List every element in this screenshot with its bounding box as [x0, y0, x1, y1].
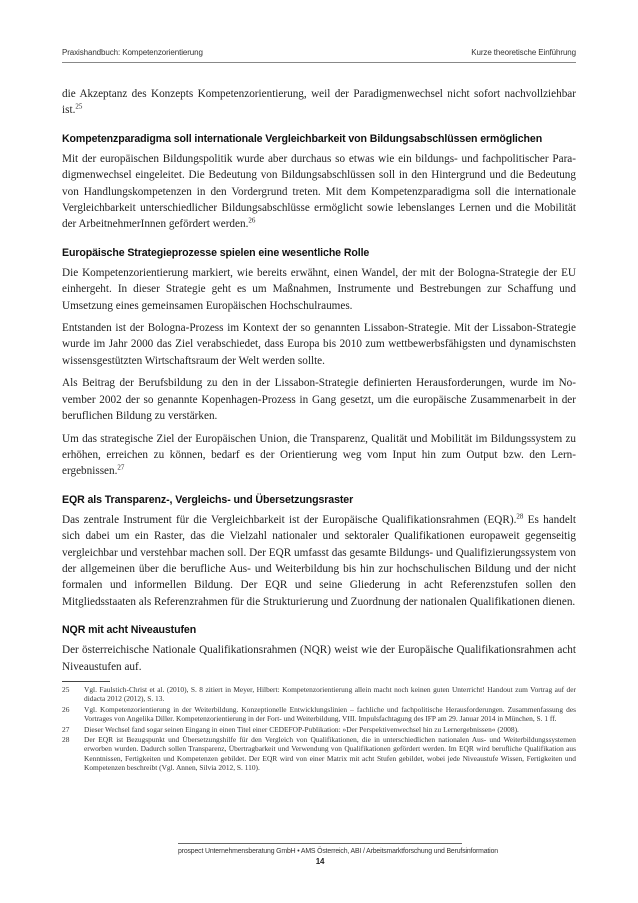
footnote	[62, 705, 576, 724]
main-text	[62, 86, 576, 774]
footnote-number: 25	[62, 684, 70, 694]
footnote-divider	[62, 681, 110, 682]
footnote-ref[interactable]: 27	[117, 463, 125, 472]
header-left-title: Praxishandbuch: Kompetenzorientierung	[62, 48, 203, 57]
footnote-ref[interactable]: 25	[75, 102, 83, 111]
paragraph: Um das strategische Ziel der Europäischen Union, die Transparenz, Qualität und Mobilität im Bildungssystem zu erhöhen, erreichen zu können, bedarf es der Orientierung weg vom Input hin zum Output bzw. den Lernergebnissen.$^{27}$	[62, 432, 576, 478]
footnote-text: Vgl. Kompetenzorientierung in der Weiterbildung. Konzeptionelle Entwicklungslinien – fachliche und fachpolitische Herausforderungen. Zusammenfassung des Vortrages von Angelika Diller. Kompetenzorientierung in der Fort- und Weiterbildung, VIII. Impulsfachtagung des IFP am 29. Januar 2014 in München, S. 1 ff.	[84, 704, 576, 724]
footnote	[62, 725, 576, 734]
footnote-ref[interactable]: 26	[248, 216, 256, 225]
section-heading: NQR mit acht Niveaustufen	[62, 624, 197, 637]
paragraph: Die Kompetenzorientierung markiert, wie bereits erwähnt, einen Wandel, der mit der Bologna-Strategie der EU einhergeht. In dieser Strategie geht es um Maßnahmen, Instrumente und Bestrebungen zur Schaffung und Umsetzung eines gemeinsamen Europäischen Hochschulraumes.	[62, 266, 576, 312]
footnote-number: 26	[62, 704, 70, 714]
header-right-title: Kurze theoretische Einführung	[471, 48, 576, 57]
footnote	[62, 685, 576, 704]
footnote-ref[interactable]: 28	[516, 511, 524, 520]
footnote-number: 27	[62, 724, 70, 734]
footnote-text: Vgl. Faulstich-Christ et al. (2010), S. 8 zitiert in Meyer, Hilbert: Kompetenzorientierung allein macht noch keinen guten Unterricht! Handout zum Vortrag auf der didacta 2012 (2012), S. 13.	[84, 684, 576, 704]
footnote-text: Der EQR ist Bezugspunkt und Übersetzungshilfe für den Vergleich von Qualifikationen, die in unterschiedlichen nationalen Aus- und Weiterbildungssystemen erworben wurden. Dadurch sollen Transparenz, Übertragbarkeit und Verwendung von Qualifikationen gefördert werden. Im EQR wird berufliche Qualifikation aus Kenntnissen, Fertigkeiten und Kompetenzen gebildet. Der EQR wird von einer Matrix mit acht Stufen gebildet, wobei jede Niveaustufe Wissen, Fertigkeiten und Kompetenzen beschreibt (Vgl. Annen, Silvia 2012, S. 110).	[84, 735, 576, 773]
section-heading: EQR als Transparenz-, Vergleichs- und Übersetzungsraster	[62, 493, 354, 506]
paragraph: die Akzeptanz des Konzepts Kompetenzorientierung, weil der Paradigmenwechsel nicht sofort nachvollziehbar ist.$^{25}$	[62, 88, 576, 117]
paragraph: Mit der europäischen Bildungspolitik wurde aber durchaus so etwas wie ein bildungs- und fachpolitischer Paradigmenwechsel eingeleitet. Die Bedeutung von Bildungsabschlüssen soll in den Hintergrund und die Bedeutung von Handlungskompetenzen in den Vordergrund treten. Mit dem Kompetenzparadigma soll die internationale Vergleichbarkeit unterschiedlicher Bildungsabschlüsse ermöglicht sowie lebenslanges Lernen und die Mobilität der ArbeitnehmerInnen gefördert werden.$^{26}$	[62, 152, 576, 231]
paragraph: Entstanden ist der Bologna-Prozess im Kontext der so genannten Lissabon-Strategie. Mit der Lissabon-Strategie wurde im Jahr 2000 das Ziel verabschiedet, dass Europa bis 2010 zum wettbewerbsfähigsten und dynamischsten wissensgestützten Wirtschaftsraum der Welt werden sollte.	[62, 322, 576, 367]
paragraph: Als Beitrag der Berufsbildung zu den in der Lissabon-Strategie definierten Herausforderungen, wurde im November 2002 der so genannte Kopenhagen-Prozess in Gang gesetzt, um die europäische Zusammenarbeit in der beruflichen Bildung zu verstärken.	[62, 377, 576, 423]
page-number: 14	[315, 857, 325, 866]
footer-publisher: prospect Unternehmensberatung GmbH • AMS Österreich, ABI / Arbeitsmarktforschung und Berufsinformation	[178, 848, 498, 855]
paragraph: Das zentrale Instrument für die Vergleichbarkeit ist der Europäische Qualifikationsrahmen (EQR).$^{28}$ Es handelt sich dabei um ein Raster, das die Vielzahl nationaler und sektoraler Qualifikationen europaweit gegenseitig vergleichbar und verstehbar machen soll. Der EQR umfasst das gesamte Bildungs- und Qualifizierungssystem von der allgemeinen über die berufliche Aus- und Weiterbildung bis hin zur hochschulischen Bildung und der nicht formalen und informellen Bildung. Der EQR und seine Gliederung in acht Referenzstufen sollen den Mitgliedsstaaten als Referenzrahmen für die Strukturierung und Zuordnung der nationalen Qualifikationen dienen.	[62, 511, 576, 608]
footnotes	[62, 685, 576, 773]
section-heading: Europäische Strategieprozesse spielen eine wesentliche Rolle	[62, 246, 370, 259]
paragraph: Der österreichische Nationale Qualifikationsrahmen (NQR) weist wie der Europäische Qualifikationsrahmen acht Niveaustufen auf.	[62, 644, 576, 673]
section-heading: Kompetenzparadigma soll internationale Vergleichbarkeit von Bildungsabschlüssen ermöglichen	[62, 132, 543, 145]
footnote-text: Dieser Wechsel fand sogar seinen Eingang in einen Titel einer CEDEFOP-Publikation: »Der Perspektivenwechsel hin zu Lernergebnissen« (2008).	[84, 724, 519, 734]
footnote-number: 28	[62, 735, 70, 744]
running-header	[62, 46, 576, 63]
page-footer	[178, 843, 498, 866]
footnote	[62, 735, 576, 773]
